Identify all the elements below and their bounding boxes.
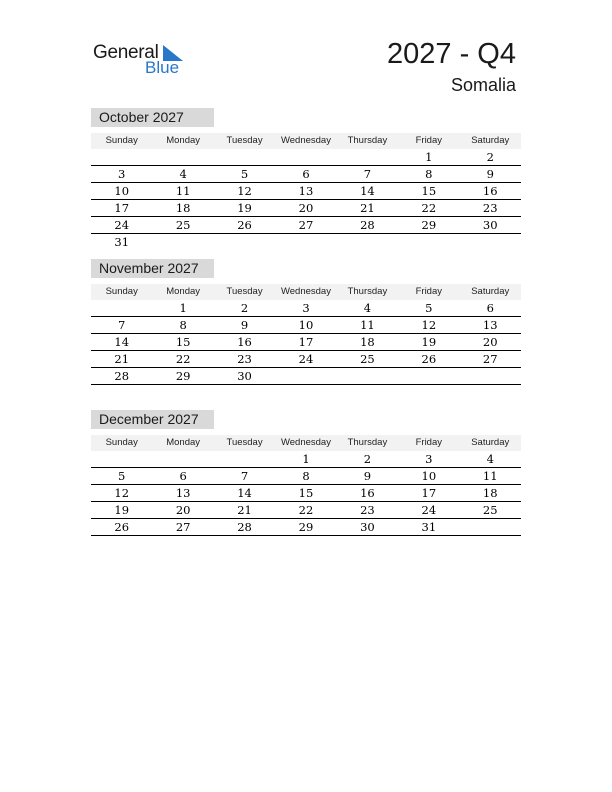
weekday-label: Saturday	[471, 286, 510, 297]
day-cell: 31	[421, 520, 437, 534]
day-cell	[398, 368, 459, 384]
day-cell: 1	[179, 301, 187, 315]
weekday-label: Sunday	[105, 286, 138, 297]
quarter-title: 2027 - Q4	[387, 38, 516, 70]
day-cell: 20	[298, 201, 314, 215]
day-cell: 6	[179, 469, 187, 483]
day-cell: 11	[482, 469, 498, 483]
day-cell: 31	[114, 235, 130, 249]
day-cell: 11	[175, 184, 191, 198]
day-cell: 3	[118, 167, 126, 181]
day-cell: 12	[237, 184, 252, 198]
week-row	[91, 451, 521, 468]
day-cell: 23	[360, 503, 375, 517]
month-calendar-december	[91, 410, 521, 536]
day-cell: 27	[175, 520, 191, 534]
weekday-header-row	[91, 284, 521, 300]
day-cell: 26	[114, 520, 130, 534]
day-cell: 3	[425, 452, 433, 466]
weekday-label: Saturday	[471, 135, 510, 146]
day-cell: 7	[118, 318, 126, 332]
day-cell: 9	[240, 318, 249, 332]
day-cell: 15	[298, 486, 314, 500]
week-row	[91, 300, 521, 317]
week-row	[91, 351, 521, 368]
day-cell: 30	[482, 218, 498, 232]
day-cell	[214, 451, 275, 467]
weekday-label: Wednesday	[280, 286, 331, 297]
day-cell: 5	[118, 469, 126, 483]
day-cell: 4	[363, 301, 372, 315]
weekday-label: Saturday	[471, 437, 510, 448]
day-cell: 20	[175, 503, 191, 517]
country-name: Somalia	[450, 75, 516, 95]
day-cell: 13	[482, 318, 498, 332]
day-cell: 17	[114, 201, 130, 215]
week-row	[91, 317, 521, 334]
weekday-label: Friday	[415, 135, 443, 146]
day-cell: 27	[482, 352, 498, 366]
weekday-label: Thursday	[347, 135, 388, 146]
day-cell: 27	[298, 218, 314, 232]
month-label: November 2027	[91, 259, 214, 278]
logo-text-general: General	[93, 42, 159, 63]
day-cell: 18	[482, 486, 498, 500]
day-cell: 18	[175, 201, 191, 215]
day-cell: 21	[237, 503, 252, 517]
weekday-label: Monday	[166, 437, 201, 448]
generalblue-logo	[93, 42, 193, 82]
day-cell: 30	[360, 520, 375, 534]
day-cell: 16	[482, 184, 498, 198]
day-cell: 23	[482, 201, 498, 215]
day-cell: 25	[360, 352, 375, 366]
day-cell: 5	[425, 301, 433, 315]
day-cell: 12	[421, 318, 437, 332]
week-row	[91, 200, 521, 217]
day-cell: 10	[114, 184, 130, 198]
day-cell: 9	[486, 167, 494, 181]
weekday-label: Thursday	[347, 437, 388, 448]
day-cell: 2	[240, 301, 249, 315]
day-cell: 12	[114, 486, 130, 500]
day-cell	[91, 149, 152, 165]
weekday-header-row	[91, 133, 521, 149]
day-cell: 22	[421, 201, 437, 215]
month-calendar-october	[91, 108, 521, 250]
day-cell: 15	[421, 184, 437, 198]
day-cell	[275, 368, 336, 384]
day-cell: 23	[237, 352, 252, 366]
day-cell: 16	[237, 335, 252, 349]
day-cell: 17	[298, 335, 314, 349]
weekday-label: Wednesday	[280, 135, 331, 146]
day-cell: 25	[482, 503, 498, 517]
day-cell: 19	[421, 335, 437, 349]
day-cell	[460, 519, 521, 535]
day-cell	[460, 368, 521, 384]
day-cell	[91, 300, 152, 316]
day-cell: 29	[175, 369, 191, 383]
week-row	[91, 485, 521, 502]
day-cell: 1	[302, 452, 310, 466]
weekday-label: Friday	[415, 286, 443, 297]
day-cell: 29	[298, 520, 314, 534]
month-calendar-november	[91, 259, 521, 385]
week-row	[91, 502, 521, 519]
week-row	[91, 368, 521, 385]
day-cell	[460, 234, 521, 250]
day-cell: 2	[486, 150, 494, 164]
day-cell: 10	[298, 318, 314, 332]
day-cell	[275, 234, 336, 250]
day-cell	[214, 149, 275, 165]
day-cell: 28	[360, 218, 375, 232]
day-cell: 3	[302, 301, 310, 315]
day-cell	[152, 149, 213, 165]
day-cell	[91, 451, 152, 467]
day-cell: 29	[421, 218, 437, 232]
day-cell: 4	[179, 167, 187, 181]
week-row	[91, 166, 521, 183]
day-cell: 17	[421, 486, 437, 500]
day-cell: 6	[302, 167, 310, 181]
day-cell: 18	[360, 335, 375, 349]
day-cell: 28	[114, 369, 130, 383]
day-cell: 10	[421, 469, 437, 483]
day-cell	[275, 149, 336, 165]
day-cell: 21	[360, 201, 375, 215]
day-cell: 2	[363, 452, 372, 466]
week-row	[91, 334, 521, 351]
day-cell: 24	[114, 218, 130, 232]
week-row	[91, 217, 521, 234]
week-row	[91, 183, 521, 200]
weekday-label: Monday	[166, 135, 201, 146]
day-cell	[214, 234, 275, 250]
week-row	[91, 468, 521, 485]
day-cell: 13	[175, 486, 191, 500]
week-row	[91, 149, 521, 166]
weekday-label: Tuesday	[226, 437, 263, 448]
day-cell: 13	[298, 184, 314, 198]
day-cell: 26	[237, 218, 252, 232]
day-cell: 8	[302, 469, 310, 483]
day-cell	[337, 149, 398, 165]
day-cell: 8	[179, 318, 187, 332]
weekday-header-row	[91, 435, 521, 451]
week-row	[91, 234, 521, 250]
weekday-label: Sunday	[105, 437, 138, 448]
day-cell: 22	[175, 352, 191, 366]
weekday-label: Tuesday	[226, 286, 263, 297]
day-cell: 1	[425, 150, 433, 164]
day-cell: 5	[240, 167, 249, 181]
day-cell: 7	[363, 167, 372, 181]
day-cell: 19	[237, 201, 252, 215]
day-cell: 11	[360, 318, 375, 332]
weekday-label: Thursday	[347, 286, 388, 297]
day-cell: 24	[298, 352, 314, 366]
day-cell: 9	[363, 469, 372, 483]
day-cell: 28	[237, 520, 252, 534]
day-cell: 6	[486, 301, 494, 315]
month-label: October 2027	[91, 108, 214, 127]
day-cell: 8	[425, 167, 433, 181]
weekday-label: Sunday	[105, 135, 138, 146]
day-cell: 20	[482, 335, 498, 349]
day-cell: 22	[298, 503, 314, 517]
day-cell: 7	[240, 469, 249, 483]
day-cell: 4	[486, 452, 494, 466]
day-cell: 26	[421, 352, 437, 366]
weekday-label: Wednesday	[280, 437, 331, 448]
weekday-label: Monday	[166, 286, 201, 297]
day-cell: 25	[175, 218, 191, 232]
day-cell: 14	[237, 486, 252, 500]
weekday-label: Friday	[415, 437, 443, 448]
day-cell	[337, 234, 398, 250]
weekday-label: Tuesday	[226, 135, 263, 146]
day-cell: 21	[114, 352, 130, 366]
day-cell: 30	[237, 369, 252, 383]
day-cell: 16	[360, 486, 375, 500]
day-cell: 14	[114, 335, 130, 349]
day-cell: 14	[360, 184, 375, 198]
day-cell	[337, 368, 398, 384]
logo-text-blue: Blue	[145, 58, 180, 77]
day-cell: 24	[421, 503, 437, 517]
day-cell: 19	[114, 503, 130, 517]
month-label: December 2027	[91, 410, 214, 429]
week-row	[91, 519, 521, 536]
day-cell: 15	[175, 335, 191, 349]
day-cell	[152, 234, 213, 250]
day-cell	[398, 234, 459, 250]
day-cell	[152, 451, 213, 467]
